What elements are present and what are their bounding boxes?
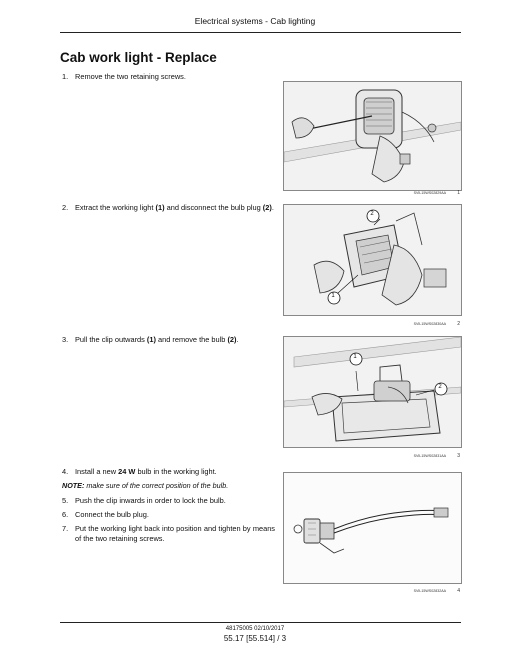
figure-4-number: 4: [457, 588, 460, 594]
figure-3-illustration: [284, 337, 461, 447]
note: NOTE: make sure of the correct position of the bulb.: [62, 481, 229, 490]
figure-1-photo: [283, 81, 462, 191]
figure-4-photo: [283, 472, 462, 584]
figure-4-code: SVIL15WS02832AA: [413, 589, 446, 593]
figure-1-code: SVIL15WS02829AA: [413, 191, 446, 195]
step-7: 7. Put the working light back into position and tighten by means of the two retaining screws.: [62, 524, 275, 543]
header-rule: [60, 32, 461, 33]
step-1: 1. Remove the two retaining screws.: [62, 72, 186, 81]
figure-3-callout-2: 2: [438, 384, 442, 390]
figure-2-illustration: [284, 205, 461, 315]
step-2: 2. Extract the working light (1) and disconnect the bulb plug (2).: [62, 203, 274, 212]
figure-2-callout-2: 2: [370, 211, 374, 217]
footer-doc-id: 48175005 02/10/2017: [225, 626, 285, 632]
figure-2-photo: [283, 204, 462, 316]
figure-2-number: 2: [457, 321, 460, 327]
figure-3-photo: [283, 336, 462, 448]
figure-4-illustration: [284, 473, 461, 583]
step-3: 3. Pull the clip outwards (1) and remove the bulb (2).: [62, 335, 239, 344]
footer-rule: [60, 622, 461, 623]
running-header: Electrical systems - Cab lighting: [194, 16, 316, 26]
page-title: Cab work light - Replace: [60, 50, 217, 65]
figure-2-callout-1: 1: [331, 293, 335, 299]
figure-1-number: 1: [457, 190, 460, 196]
figure-3-number: 3: [457, 453, 460, 459]
footer-page-ref: 55.17 [55.514] / 3: [223, 634, 287, 643]
figure-3-code: SVIL15WS02831AA: [413, 454, 446, 458]
step-4: 4. Install a new 24 W bulb in the working light.: [62, 467, 217, 476]
step-5: 5. Push the clip inwards in order to lock the bulb.: [62, 496, 226, 505]
figure-2-code: SVIL15WS02830AA: [413, 322, 446, 326]
figure-3-callout-1: 1: [353, 354, 357, 360]
figure-1-illustration: [284, 82, 461, 190]
step-6: 6. Connect the bulb plug.: [62, 510, 149, 519]
